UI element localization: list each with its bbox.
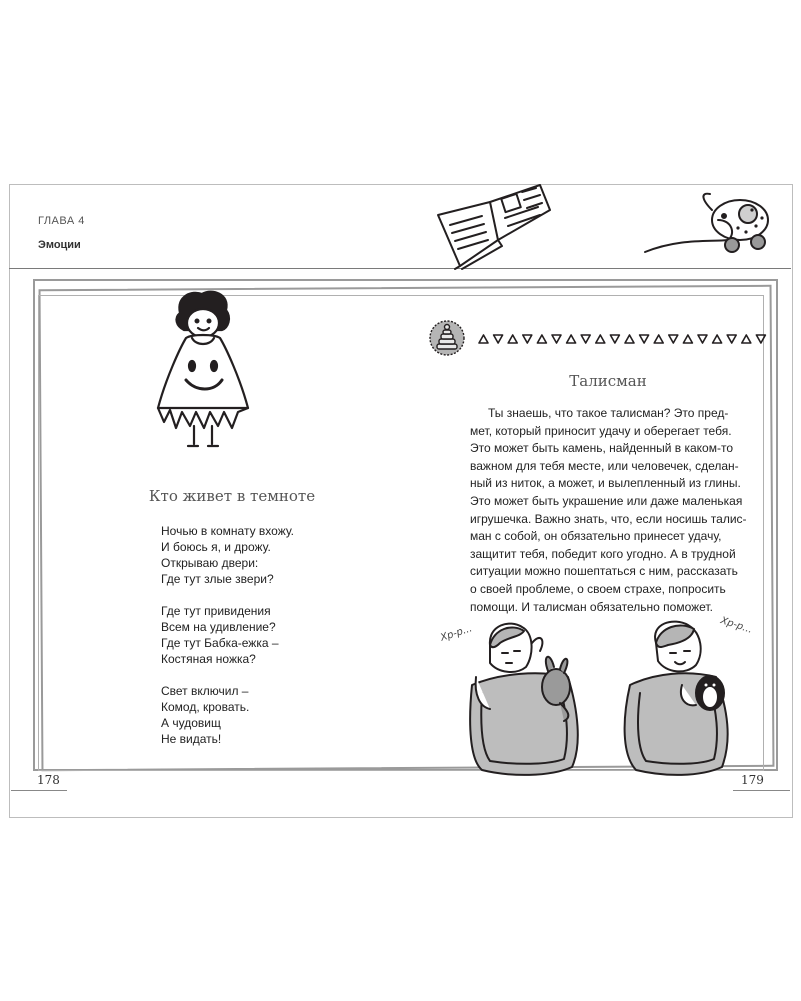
triangle-mark: [640, 335, 649, 343]
section-label: Эмоции: [38, 239, 81, 251]
triangle-mark: [479, 335, 488, 343]
talisman-title: Талисман: [569, 372, 647, 390]
poem-line: Свет включил –: [161, 684, 249, 698]
poem-line: Не видать!: [161, 732, 222, 746]
paragraph-line: ман с собой, он обязательно принесет удачу,: [470, 529, 722, 544]
triangle-mark: [756, 335, 765, 343]
triangle-mark: [581, 335, 590, 343]
page-number-rule-right: [733, 790, 790, 791]
poem-title: Кто живет в темноте: [148, 487, 316, 505]
open-book-illustration: [430, 180, 555, 270]
triangle-mark: [654, 335, 663, 343]
triangle-mark: [742, 335, 751, 343]
poem-line: Где тут привидения: [161, 604, 271, 618]
paragraph-line: защитит тебя, победит кого угодно. А в трудной: [470, 546, 736, 561]
paragraph-line: мет, который приносит удачу и оберегает тебя.: [470, 423, 732, 438]
page-number-right: 179: [741, 773, 764, 787]
triangle-mark: [683, 335, 692, 343]
poem-line: А чудовищ: [161, 716, 221, 730]
triangle-mark: [523, 335, 532, 343]
poem-line: Где тут Бабка-ежка –: [161, 636, 279, 650]
page-number-rule-left: [11, 790, 67, 791]
pyramid-toy-icon: [428, 319, 466, 357]
paragraph-line: помощи. И талисман обязательно поможет.: [470, 599, 713, 614]
paragraph-line: ситуации можно пошептаться с ним, рассказать: [470, 564, 738, 579]
poem-line: Комод, кровать.: [161, 700, 250, 714]
poem-stanza-2: [161, 603, 294, 667]
header-rule: [9, 268, 791, 269]
poem-line: Открываю двери:: [161, 556, 259, 570]
sleeping-kids-illustration: [460, 615, 750, 780]
triangle-mark: [713, 335, 722, 343]
snore-text-left: Хр-р...: [439, 623, 474, 644]
paragraph-line: игрушечка. Важно знать, что, если носишь талис-: [470, 511, 747, 526]
triangle-mark: [698, 335, 707, 343]
poem-stanza-3: [161, 683, 294, 747]
triangle-mark: [552, 335, 561, 343]
chapter-label: ГЛАВА 4: [38, 215, 85, 227]
triangle-mark: [494, 335, 503, 343]
triangle-divider: [477, 332, 772, 346]
paragraph-line: Это может быть камень, найденный в каком-то: [470, 441, 733, 456]
toy-elephant-illustration: [640, 190, 775, 265]
poem-line: И боюсь я, и дрожу.: [161, 540, 271, 554]
poem-line: Где тут злые звери?: [161, 572, 274, 586]
poem-stanza-1: [161, 523, 294, 587]
poncho-kid-illustration: [152, 288, 257, 453]
paragraph-line: Это может быть украшение или даже маленькая: [470, 493, 743, 508]
poem: [161, 523, 294, 763]
triangle-mark: [567, 335, 576, 343]
poem-line: Всем на удивление?: [161, 620, 276, 634]
poem-line: Ночью в комнату вхожу.: [161, 524, 295, 538]
triangle-mark: [669, 335, 678, 343]
triangle-mark: [537, 335, 546, 343]
paragraph-line: о своей проблеме, о своем страхе, попросить: [470, 581, 726, 596]
paragraph-line: ный из ниток, а может, и вылепленный из глины.: [470, 476, 741, 491]
snore-text-right: Хр-р...: [719, 615, 754, 636]
paragraph-line: важном для тебя месте, или человечек, сделан-: [470, 458, 739, 473]
triangle-mark: [508, 335, 517, 343]
triangle-mark: [727, 335, 736, 343]
triangle-mark: [625, 335, 634, 343]
talisman-paragraph: [470, 405, 745, 616]
paragraph-line: Ты знаешь, что такое талисман? Это пред-: [488, 406, 729, 420]
triangle-mark: [610, 335, 619, 343]
poem-line: Костяная ножка?: [161, 652, 256, 666]
triangle-mark: [596, 335, 605, 343]
page-number-left: 178: [37, 773, 60, 787]
